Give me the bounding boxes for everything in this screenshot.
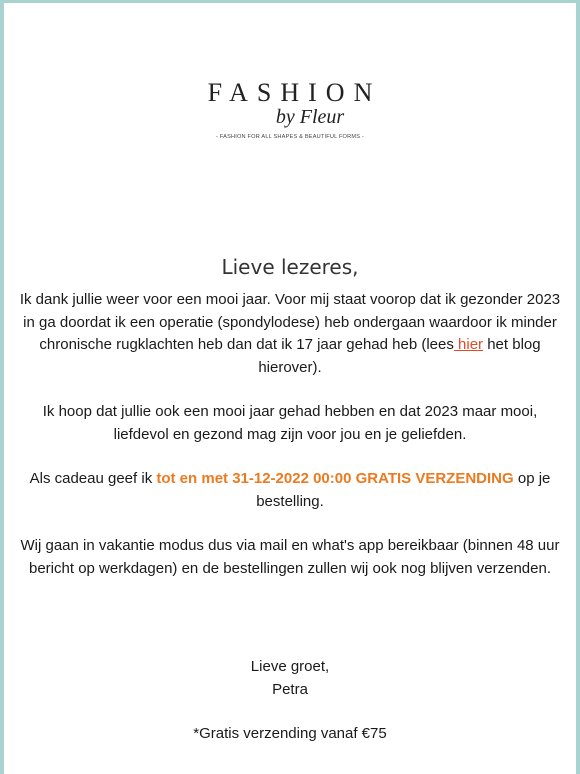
- shipping-footnote: *Gratis verzending vanaf €75: [193, 725, 387, 742]
- signoff: [14, 656, 566, 701]
- email-body: [14, 255, 566, 746]
- greeting-heading: Lieve lezeres,: [221, 255, 359, 279]
- brand-logo[interactable]: [0, 78, 580, 140]
- logo-tagline: - FASHION FOR ALL SHAPES & BEAUTIFUL FORMS -: [216, 134, 364, 140]
- free-shipping-highlight: tot en met 31-12-2022 00:00 GRATIS VERZENDING: [156, 470, 514, 487]
- paragraph-thanks-text: Ik dank jullie weer voor een mooi jaar. Voor mij staat voorop dat ik gezonder 2023 in ga doordat ik een operatie (spondylodese) heb ondergaan waardoor ik minder chronische rugklachten heb dan dat ik 17 jaar gehad heb (lees: [19, 291, 561, 353]
- paragraph-thanks: [14, 289, 566, 379]
- paragraph-wishes: Ik hoop dat jullie ook een mooi jaar gehad hebben en dat 2023 maar mooi, liefdevol en gezond mag zijn voor jou en je geliefden.: [42, 403, 538, 443]
- paragraph-gift: [14, 468, 566, 513]
- paragraph-gift-text: Als cadeau geef ik: [29, 470, 157, 487]
- logo-subtitle: by Fleur: [275, 106, 345, 128]
- paragraph-thanks-end: het blog hierover).: [258, 336, 541, 376]
- paragraph-gift-end: op je bestelling.: [256, 470, 551, 510]
- paragraph-vacation: Wij gaan in vakantie modus dus via mail en what's app bereikbaar (binnen 48 uur bericht op werkdagen) en de bestellingen zullen wij ook nog blijven verzenden.: [20, 537, 560, 577]
- blog-link[interactable]: hier: [453, 336, 484, 353]
- signoff-greeting: Lieve groet,: [250, 658, 330, 675]
- signoff-name: Petra: [272, 680, 308, 698]
- logo-title: FASHION: [207, 78, 382, 107]
